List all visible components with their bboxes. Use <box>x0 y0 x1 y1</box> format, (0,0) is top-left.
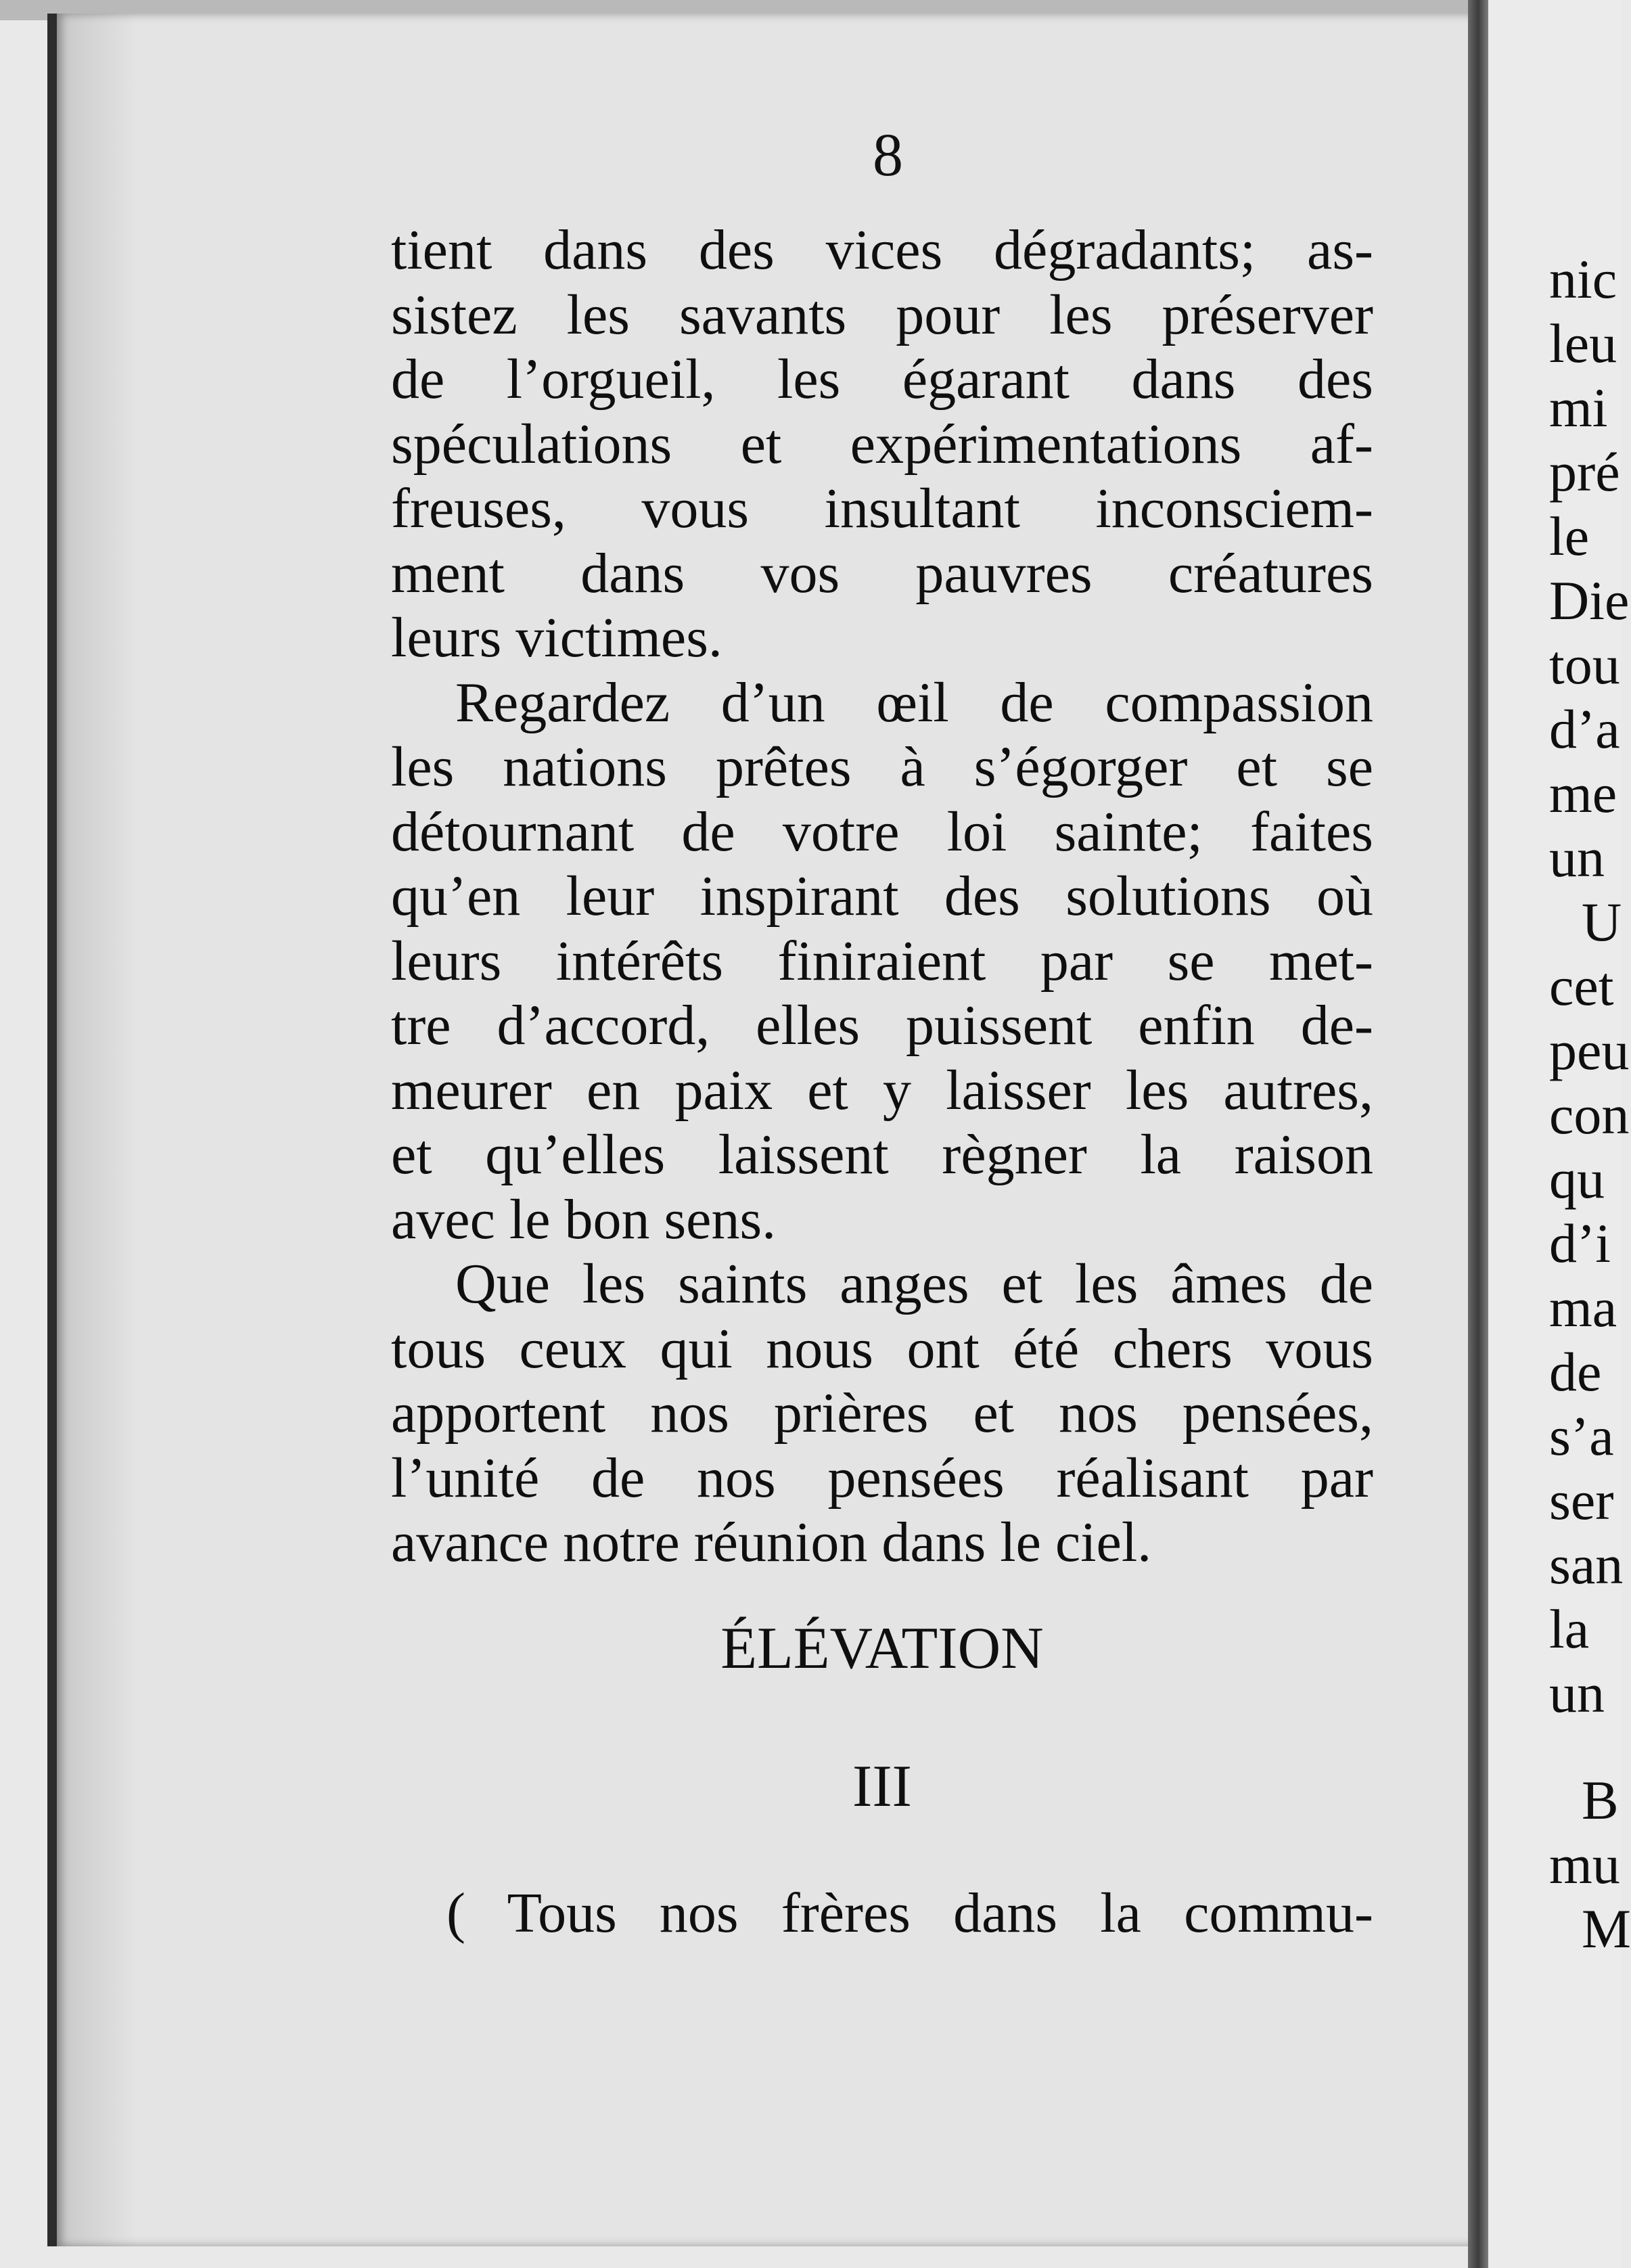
text-line: ment dans vos pauvres créatures <box>391 541 1373 605</box>
text-line: avec le bon sens. <box>391 1187 777 1251</box>
text-line: l’unité de nos pensées réalisant par <box>391 1446 1373 1510</box>
facing-fragment: me <box>1549 763 1617 824</box>
facing-fragment: mi <box>1549 377 1608 438</box>
body-text <box>391 218 1373 1575</box>
text-line: et qu’elles laissent règner la raison <box>391 1123 1373 1186</box>
facing-fragment: s’a <box>1549 1405 1614 1467</box>
text-line: apportent nos prières et nos pensées, <box>391 1382 1373 1445</box>
text-line: tient dans des vices dégradants; as- <box>391 219 1373 281</box>
rubric-note: ( Tous nos frères dans la commu- <box>446 1882 1373 1945</box>
facing-fragment: nic <box>1549 248 1617 310</box>
text-line: tre d’accord, elles puissent enfin de- <box>391 994 1373 1057</box>
section-number: III <box>852 1754 912 1819</box>
text-line: sistez les savants pour les préserver <box>391 283 1373 346</box>
facing-fragment: un <box>1549 827 1605 888</box>
facing-fragment: tou <box>1549 634 1620 696</box>
text-line: de l’orgueil, les égarant dans des <box>391 348 1373 411</box>
text-line: Regardez d’un œil de compassion <box>455 671 1373 734</box>
text-line: qu’en leur inspirant des solutions où <box>391 865 1373 928</box>
facing-fragment: un <box>1549 1662 1605 1724</box>
text-line: leurs victimes. <box>391 606 722 669</box>
text-line: les nations prêtes à s’égorger et se <box>391 735 1373 798</box>
facing-fragment: la <box>1549 1598 1590 1660</box>
facing-fragment: san <box>1549 1534 1624 1595</box>
facing-fragment: d’a <box>1549 698 1620 760</box>
text-line: meurer en paix et y laisser les autres, <box>391 1058 1373 1122</box>
facing-fragment: Die <box>1549 570 1630 631</box>
book-gutter <box>1468 0 1488 2268</box>
facing-fragment: qu <box>1549 1148 1605 1210</box>
facing-page-text <box>1549 0 1631 2268</box>
facing-fragment: ser <box>1549 1470 1614 1531</box>
facing-fragment: B <box>1582 1769 1619 1831</box>
text-line: Que les saints anges et les âmes de <box>455 1252 1373 1315</box>
facing-fragment: mu <box>1549 1834 1620 1895</box>
text-line: spéculations et expérimentations af- <box>391 412 1373 476</box>
text-line: avance notre réunion dans le ciel. <box>391 1511 1152 1574</box>
page-number: 8 <box>873 122 903 189</box>
text-line: détournant de votre loi sainte; faites <box>391 800 1373 863</box>
facing-fragment: peu <box>1549 1020 1630 1081</box>
section-heading: ÉLÉVATION <box>720 1616 1044 1681</box>
facing-fragment: M <box>1582 1898 1631 1959</box>
text-line: tous ceux qui nous ont été chers vous <box>391 1317 1373 1380</box>
facing-fragment: leu <box>1549 313 1617 374</box>
text-line: freuses, vous insultant inconsciem- <box>391 477 1373 540</box>
facing-fragment: cet <box>1549 955 1614 1017</box>
facing-fragment: U <box>1582 891 1622 953</box>
text-line: leurs intérêts finiraient par se met- <box>391 929 1373 993</box>
facing-fragment: d’i <box>1549 1212 1611 1274</box>
facing-fragment: ma <box>1549 1277 1617 1338</box>
facing-fragment: le <box>1549 505 1590 567</box>
facing-fragment: con <box>1549 1084 1630 1146</box>
facing-fragment: pré <box>1549 441 1620 503</box>
facing-fragment: de <box>1549 1341 1602 1403</box>
